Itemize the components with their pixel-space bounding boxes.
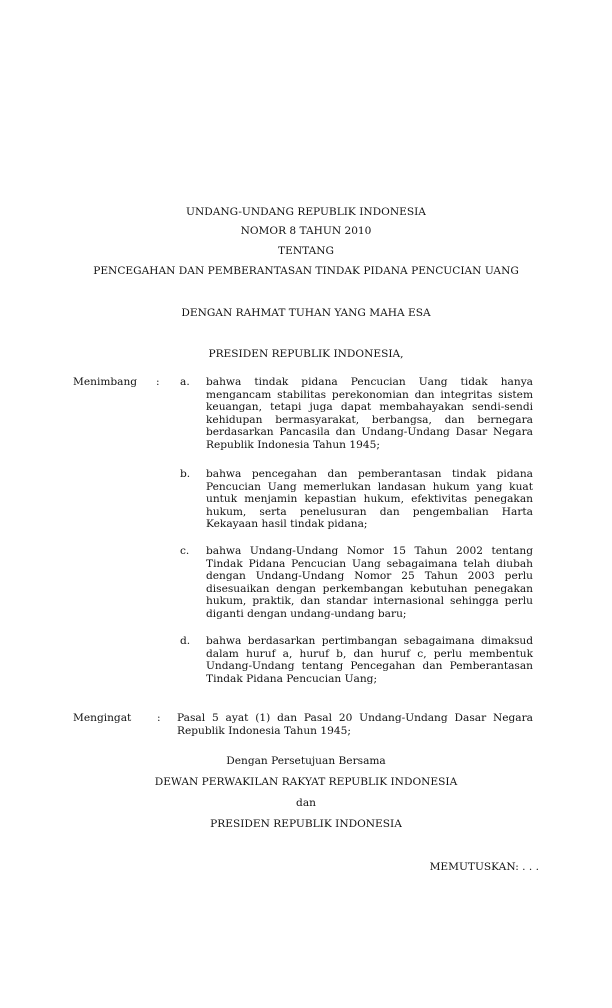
memutuskan-continuation: MEMUTUSKAN: . . . bbox=[429, 861, 539, 873]
menimbang-label: Menimbang bbox=[73, 376, 138, 388]
law-title: UNDANG-UNDANG REPUBLIK INDONESIA bbox=[186, 206, 426, 218]
law-number: NOMOR 8 TAHUN 2010 bbox=[240, 225, 372, 237]
presiden-line-2: PRESIDEN REPUBLIK INDONESIA bbox=[210, 818, 402, 830]
law-tentang: TENTANG bbox=[278, 245, 334, 257]
menimbang-item-text: bahwa berdasarkan pertimbangan sebagaimana dimaksud dalam huruf a, huruf b, dan huruf c, perlu membentuk Undang-Undang tentang Pencegahan dan Pemberantasan Tindak Pidana Pencucian Uang; bbox=[206, 635, 533, 685]
menimbang-item-letter: b. bbox=[180, 468, 191, 480]
dpr-line: DEWAN PERWAKILAN RAKYAT REPUBLIK INDONESIA bbox=[154, 776, 458, 788]
rahmat-line: DENGAN RAHMAT TUHAN YANG MAHA ESA bbox=[181, 307, 431, 319]
mengingat-text: Pasal 5 ayat (1) dan Pasal 20 Undang-Undang Dasar Negara Republik Indonesia Tahun 1945; bbox=[177, 712, 533, 737]
menimbang-item-text: bahwa Undang-Undang Nomor 15 Tahun 2002 tentang Tindak Pidana Pencucian Uang sebagaimana telah diubah dengan Undang-Undang Nomor 25 Tahun 2003 perlu disesuaikan dengan perkembangan kebutuhan penegakan hukum, praktik, dan standar internasional sehingga perlu diganti dengan undang-undang baru; bbox=[206, 545, 533, 620]
menimbang-item-letter: c. bbox=[180, 545, 190, 557]
mengingat-label: Mengingat bbox=[73, 712, 132, 724]
presiden-line: PRESIDEN REPUBLIK INDONESIA, bbox=[208, 348, 404, 360]
dan-line: dan bbox=[296, 797, 316, 809]
menimbang-item-letter: d. bbox=[180, 635, 191, 647]
menimbang-colon: : bbox=[156, 376, 160, 388]
menimbang-item-text: bahwa pencegahan dan pemberantasan tindak pidana Pencucian Uang memerlukan landasan hukum yang kuat untuk menjamin kepastian hukum, efektivitas penegakan hukum, serta penelusuran dan pengembalian Harta Kekayaan hasil tindak pidana; bbox=[206, 468, 533, 531]
menimbang-item-letter: a. bbox=[180, 376, 190, 388]
law-subject: PENCEGAHAN DAN PEMBERANTASAN TINDAK PIDANA PENCUCIAN UANG bbox=[93, 265, 519, 277]
mengingat-colon: : bbox=[157, 712, 161, 724]
menimbang-item-text: bahwa tindak pidana Pencucian Uang tidak hanya mengancam stabilitas perekonomian dan integritas sistem keuangan, tetapi juga dapat membahayakan sendi-sendi kehidupan bermasyarakat, berbangsa, dan bernegara berdasarkan Pancasila dan Undang-Undang Dasar Negara Republik Indonesia Tahun 1945; bbox=[206, 376, 533, 451]
persetujuan-line: Dengan Persetujuan Bersama bbox=[226, 755, 386, 767]
